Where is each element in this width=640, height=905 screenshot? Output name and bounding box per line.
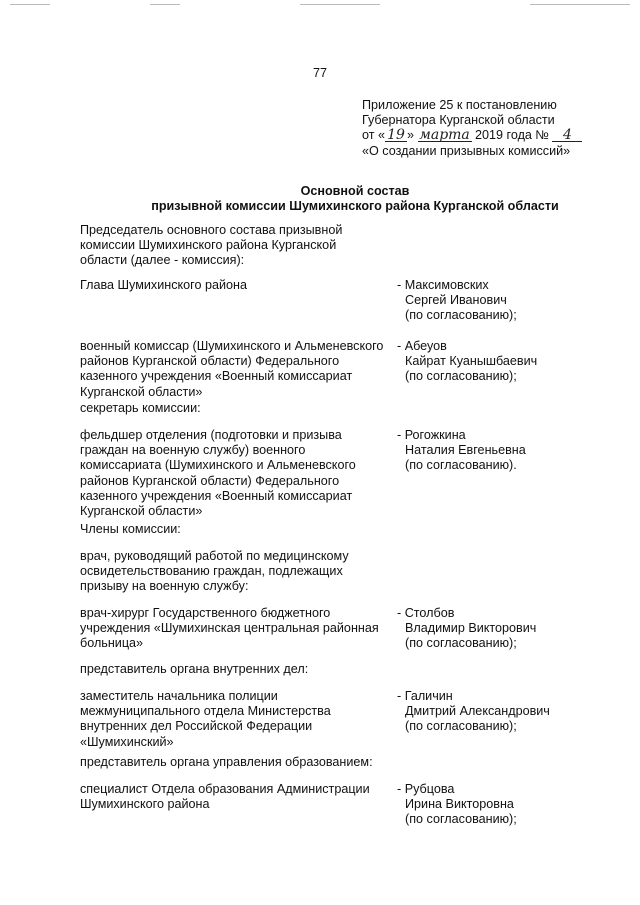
position-line: военный комиссар (Шумихинского и Альменевского xyxy=(80,339,384,353)
member-surname xyxy=(397,278,577,293)
member-position xyxy=(80,339,395,400)
member-name: Дмитрий Александрович xyxy=(405,704,550,719)
date-day-handwritten: 19 xyxy=(385,129,407,142)
position-line: районов Курганской области) Федерального xyxy=(80,354,340,369)
position-line: граждан на военную службу) военного xyxy=(80,443,306,458)
position-line: межмуниципального отдела Министерства xyxy=(80,704,331,719)
dash: - xyxy=(397,782,402,796)
title-line-2: призывной комиссии Шумихинского района Курганской области xyxy=(151,199,559,214)
page-number: 77 xyxy=(312,66,327,80)
dash: - xyxy=(397,606,402,620)
intro-line: области (далее - комиссия): xyxy=(80,253,245,268)
date-year: 2019 года № xyxy=(475,128,549,143)
member-surname xyxy=(397,428,577,443)
appendix-date-line xyxy=(362,128,612,143)
member-person xyxy=(397,689,577,735)
doctor-head-label xyxy=(80,549,580,595)
position-line: казенного учреждения «Военный комиссариат xyxy=(80,369,353,384)
member-note: (по согласованию); xyxy=(405,719,517,734)
position-line: Курганской области» xyxy=(80,384,203,399)
position-line: учреждения «Шумихинская центральная районная xyxy=(80,621,379,636)
label-line: призыву на военную службу: xyxy=(80,579,249,594)
scan-artifact xyxy=(530,4,630,5)
date-month-handwritten: марта xyxy=(419,127,470,144)
position-line: заместитель начальника полиции xyxy=(80,689,278,703)
member-note: (по согласованию); xyxy=(405,812,517,827)
position-line: фельдшер отделения (подготовки и призыва xyxy=(80,428,342,442)
member-note: (по согласованию); xyxy=(405,308,517,323)
secretary-label: секретарь комиссии: xyxy=(80,401,201,415)
member-note: (по согласованию); xyxy=(405,636,517,651)
member-person xyxy=(397,782,577,828)
surname: Рогожкина xyxy=(404,428,466,442)
date-mid: » xyxy=(407,128,415,143)
dash: - xyxy=(397,278,402,292)
surname: Рубцова xyxy=(404,782,455,796)
position-line: Шумихинского района xyxy=(80,797,210,812)
intro-line: Председатель основного состава призывной xyxy=(80,223,343,237)
member-note: (по согласованию); xyxy=(405,369,517,384)
surname: Максимовских xyxy=(404,278,489,292)
dash: - xyxy=(397,339,402,353)
member-surname xyxy=(397,606,577,621)
label-line: врач, руководящий работой по медицинскому xyxy=(80,549,349,563)
position-line: больница» xyxy=(80,636,144,651)
position-line: специалист Отдела образования Администрации xyxy=(80,782,370,796)
dash: - xyxy=(397,428,402,442)
member-name: Владимир Викторович xyxy=(405,621,537,636)
member-position xyxy=(80,606,395,652)
surname: Столбов xyxy=(404,606,455,620)
members-label: Члены комиссии: xyxy=(80,522,181,536)
member-position xyxy=(80,782,395,812)
position-line: Курганской области» xyxy=(80,504,203,519)
position-line: районов Курганской области) Федерального xyxy=(80,473,340,488)
member-name: Кайрат Куанышбаевич xyxy=(405,354,538,369)
member-name: Сергей Иванович xyxy=(405,293,507,308)
member-person xyxy=(397,278,577,324)
surname: Абеуов xyxy=(404,339,447,353)
surname: Галичин xyxy=(404,689,453,703)
document-title xyxy=(0,184,640,214)
member-name: Ирина Викторовна xyxy=(405,797,514,812)
position-line: комиссариата (Шумихинского и Альменевского xyxy=(80,458,356,473)
member-person xyxy=(397,428,577,474)
scan-artifact xyxy=(300,4,380,5)
appendix-header xyxy=(362,98,612,159)
scan-artifact xyxy=(150,4,180,5)
title-line-1: Основной состав xyxy=(300,184,410,198)
appendix-line: Губернатора Курганской области xyxy=(362,113,555,128)
position-line: «Шумихинский» xyxy=(80,734,174,749)
position-line: казенного учреждения «Военный комиссариат xyxy=(80,488,353,503)
scan-artifact xyxy=(10,4,50,5)
appendix-line: «О создании призывных комиссий» xyxy=(362,143,571,158)
member-surname xyxy=(397,782,577,797)
chairman-intro xyxy=(80,223,380,269)
member-position xyxy=(80,278,395,293)
member-surname xyxy=(397,689,577,704)
label-line: освидетельствованию граждан, подлежащих xyxy=(80,564,343,579)
position-line: врач-хирург Государственного бюджетного xyxy=(80,606,331,620)
appendix-line: Приложение 25 к постановлению xyxy=(362,98,557,112)
member-note: (по согласованию). xyxy=(405,458,517,473)
date-prefix: от « xyxy=(362,128,385,143)
position-line: внутренних дел Российской Федерации xyxy=(80,719,313,734)
dash: - xyxy=(397,689,402,703)
document-number-handwritten: 4 xyxy=(552,129,582,142)
member-position xyxy=(80,689,395,750)
intro-line: комиссии Шумихинского района Курганской xyxy=(80,238,337,253)
education-label: представитель органа управления образованием: xyxy=(80,755,373,769)
member-position xyxy=(80,428,395,519)
member-surname xyxy=(397,339,577,354)
member-person xyxy=(397,606,577,652)
member-person xyxy=(397,339,577,385)
member-name: Наталия Евгеньевна xyxy=(405,443,526,458)
position-line: Глава Шумихинского района xyxy=(80,278,247,292)
police-label: представитель органа внутренних дел: xyxy=(80,662,309,676)
